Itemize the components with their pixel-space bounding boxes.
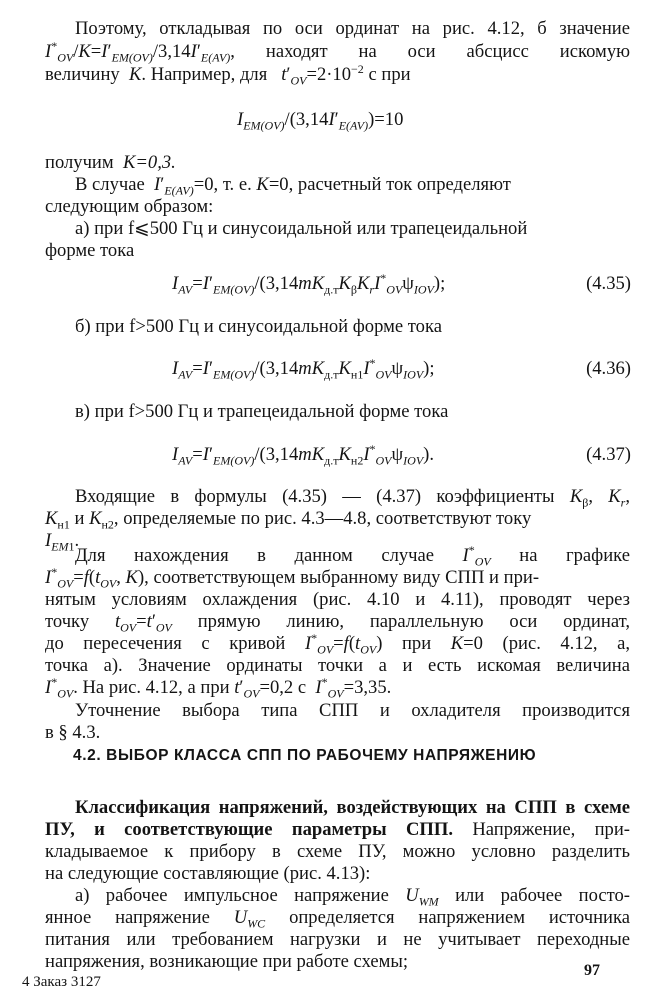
section-heading: 4.2. ВЫБОР КЛАССА СПП ПО РАБОЧЕМУ НАПРЯЖЕНИЮ [73, 747, 537, 764]
equation-4-36: $I_{AV}=I'_{EM(OV)}/(3,14mK_{д.т}K_{н1}I^*_{OV}\psi_{IOV})$; [172, 355, 435, 382]
paragraph-line: а) рабочее импульсное напряжение $U_{WM}$ или рабочее посто- [75, 885, 630, 909]
formula-inline: $I^*_{OV}/K=I'_{EM(OV)}/3,14I'_{E(AV)}$, [45, 38, 235, 65]
paragraph-line: Для нахождения в данном случае $I^*_{OV}$ на графике [75, 542, 630, 569]
equation-number: (4.36) [586, 358, 631, 379]
paragraph-line: $I^*_{OV}=f(t_{OV}$, K), соответствующем выбранному виду СПП и при- [45, 564, 540, 591]
paragraph-line: ПУ, и соответствующие параметры СПП. Напряжение, при- [45, 819, 630, 840]
list-item-v: в) при f>500 Гц и трапецеидальной форме тока [75, 401, 449, 422]
equation-number: (4.37) [586, 444, 631, 465]
equation-4-35: $I_{AV}=I'_{EM(OV)}/(3,14mK_{д.т}K_\beta K_rI^*_{OV}\psi_{IOV})$; [172, 270, 446, 297]
paragraph-line: $I^*_{OV}/K=I'_{EM(OV)}/3,14I'_{E(AV)}$, находят на оси абсцисс искомую [45, 38, 631, 65]
paragraph-line: Уточнение выбора типа СПП и охладителя производится [75, 700, 630, 721]
list-item-a: а) при f⩽500 Гц и синусоидальной или трапецеидальной [75, 218, 528, 239]
paragraph-line: В случае $I'_{E(AV)}=0$, т. е. K=0, расчетный ток определяют [75, 174, 511, 198]
paragraph-line: Входящие в формулы (4.35) — (4.37) коэффициенты $K_\beta$, $K_r$, [75, 486, 630, 510]
paragraph-line: до пересечения с кривой $I^*_{OV}=f(t_{OV})$ при K=0 (рис. 4.12, а, [45, 630, 631, 657]
paragraph-line: точка а). Значение ординаты точки а и есть искомая величина [45, 655, 630, 676]
paragraph-line: $K_{н1}$ и $K_{н2}$, определяемые по рис. 4.3—4.8, соответствуют току [45, 508, 532, 532]
equation-number: (4.35) [586, 273, 631, 294]
paragraph-line: на следующие составляющие (рис. 4.13): [45, 863, 371, 884]
paragraph-line: Классификация напряжений, воздействующих на СПП в схеме [75, 797, 630, 818]
paragraph-line: янное напряжение $U_{WC}$ определяется напряжением источника [45, 907, 630, 931]
formula-inline: $t'_{OV}=2\cdot 10^{-2}$ [281, 61, 364, 88]
paragraph-line: следующим образом: [45, 196, 214, 217]
paragraph-line: Поэтому, откладывая по оси ординат на рис. 4.12, б значение [75, 18, 630, 39]
equation-4-37: $I_{AV}=I'_{EM(OV)}/(3,14mK_{д.т}K_{н2}I^*_{OV}\psi_{IOV})$. [172, 441, 434, 468]
paragraph-line: получим K=0,3. [45, 152, 176, 173]
paragraph-line: $I^*_{OV}$. На рис. 4.12, а при $t'_{OV}=0,2$ с $I^*_{OV}=3,35$. [45, 674, 392, 701]
page-number: 97 [584, 962, 600, 979]
paragraph-line: $I_{EM1}$. [45, 530, 80, 554]
printer-signature: 4 Заказ 3127 [22, 974, 101, 990]
paragraph-line: в § 4.3. [45, 722, 101, 743]
paragraph-line: питания или требованием нагрузки и не учитывает переходные [45, 929, 630, 950]
list-item-b: б) при f>500 Гц и синусоидальной форме тока [75, 316, 442, 337]
paragraph-line: напряжения, возникающие при работе схемы; [45, 951, 409, 972]
paragraph-line: кладываемое к прибору в схеме ПУ, можно условно разделить [45, 841, 630, 862]
paragraph-line: нятым условиям охлаждения (рис. 4.10 и 4.11), проводят через [45, 589, 630, 610]
paragraph-line: форме тока [45, 240, 135, 261]
paragraph-line: точку $t_{OV}=t'_{OV}$ прямую линию, параллельную оси ординат, [45, 611, 630, 635]
paragraph-line: величину K. Например, для $t'_{OV}=2\cdot 10^{-2}$ с при [45, 61, 411, 88]
equation-ratio: $I_{EM(OV)}/(3,14I'_{E(AV)})=10$ [237, 109, 404, 133]
